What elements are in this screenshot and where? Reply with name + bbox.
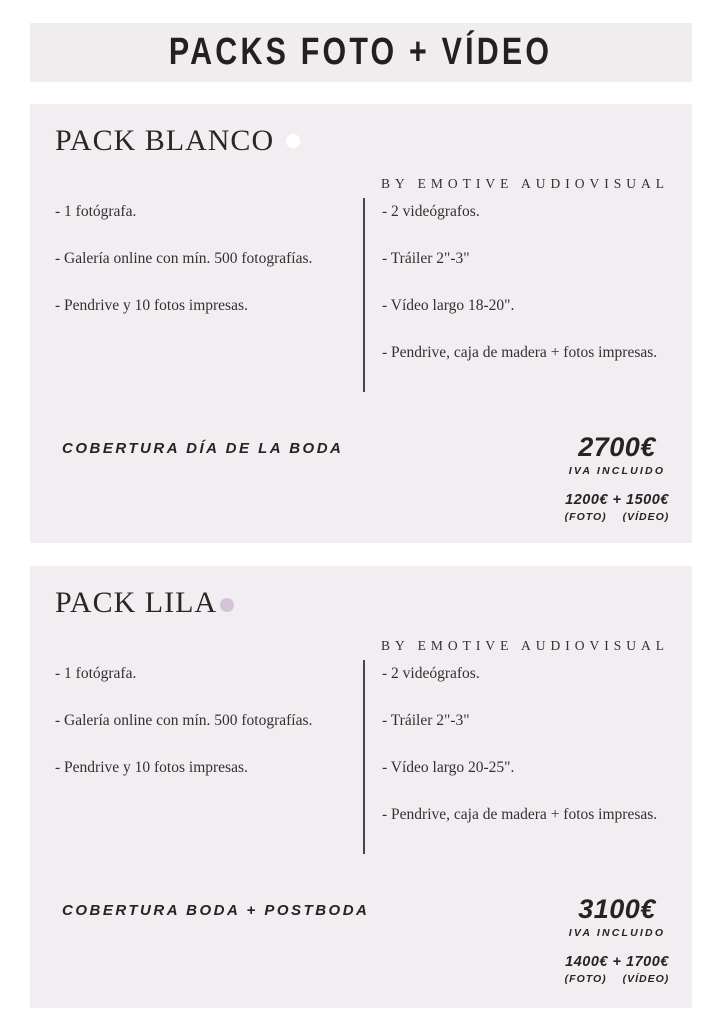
price-breakdown-labels xyxy=(553,511,681,523)
price-total: 3100€ xyxy=(578,894,656,924)
pack-blanco-video-list xyxy=(382,202,692,390)
video-label: (VÍDEO) xyxy=(622,511,670,523)
list-item: - 2 videógrafos. xyxy=(382,665,480,682)
list-item: - Tráiler 2"-3" xyxy=(382,712,470,729)
video-label: (VÍDEO) xyxy=(622,973,670,985)
pack-blanco-price-block xyxy=(553,432,681,523)
list-item: - Pendrive, caja de madera + fotos impresas. xyxy=(382,344,658,361)
price-breakdown-labels xyxy=(553,973,681,985)
page-title: PACKS FOTO + VÍDEO xyxy=(169,31,553,73)
pack-blanco-photo-list xyxy=(55,202,360,343)
list-item: - 1 fotógrafa. xyxy=(55,203,137,220)
pack-lila-coverage: COBERTURA BODA + POSTBODA xyxy=(62,902,370,919)
list-item: - 1 fotógrafa. xyxy=(55,665,137,682)
vertical-divider xyxy=(363,198,365,392)
list-item: - 2 videógrafos. xyxy=(382,203,480,220)
pack-card-lila xyxy=(30,566,692,1008)
pack-lila-photo-list xyxy=(55,664,360,805)
vertical-divider xyxy=(363,660,365,854)
pack-lila-name: PACK LILA xyxy=(55,586,218,619)
pack-blanco-coverage: COBERTURA DÍA DE LA BODA xyxy=(62,440,344,457)
list-item: - Galería online con mín. 500 fotografías. xyxy=(55,712,313,729)
list-item: - Galería online con mín. 500 fotografías. xyxy=(55,250,313,267)
foto-label: (FOTO) xyxy=(564,973,607,985)
foto-label: (FOTO) xyxy=(564,511,607,523)
price-breakdown: 1400€ + 1700€ xyxy=(565,954,669,970)
price-breakdown: 1200€ + 1500€ xyxy=(565,492,669,508)
lilac-dot-icon xyxy=(220,598,234,612)
header-band xyxy=(30,23,692,82)
pack-lila-price-block xyxy=(553,894,681,985)
pack-blanco-byline: BY EMOTIVE AUDIOVISUAL xyxy=(381,176,669,191)
pack-lila-byline: BY EMOTIVE AUDIOVISUAL xyxy=(381,638,669,653)
list-item: - Pendrive, caja de madera + fotos impresas. xyxy=(382,806,658,823)
pack-blanco-title xyxy=(55,124,300,158)
pack-blanco-name: PACK BLANCO xyxy=(55,124,275,157)
white-dot-icon xyxy=(286,134,300,148)
list-item: - Vídeo largo 20-25". xyxy=(382,759,515,776)
list-item: - Tráiler 2"-3" xyxy=(382,250,470,267)
list-item: - Pendrive y 10 fotos impresas. xyxy=(55,759,248,776)
pack-lila-video-list xyxy=(382,664,692,852)
tax-note: IVA INCLUIDO xyxy=(568,927,666,939)
pack-card-blanco xyxy=(30,104,692,543)
pack-lila-title xyxy=(55,586,234,620)
list-item: - Pendrive y 10 fotos impresas. xyxy=(55,297,248,314)
price-total: 2700€ xyxy=(578,432,656,462)
tax-note: IVA INCLUIDO xyxy=(568,465,666,477)
list-item: - Vídeo largo 18-20". xyxy=(382,297,515,314)
